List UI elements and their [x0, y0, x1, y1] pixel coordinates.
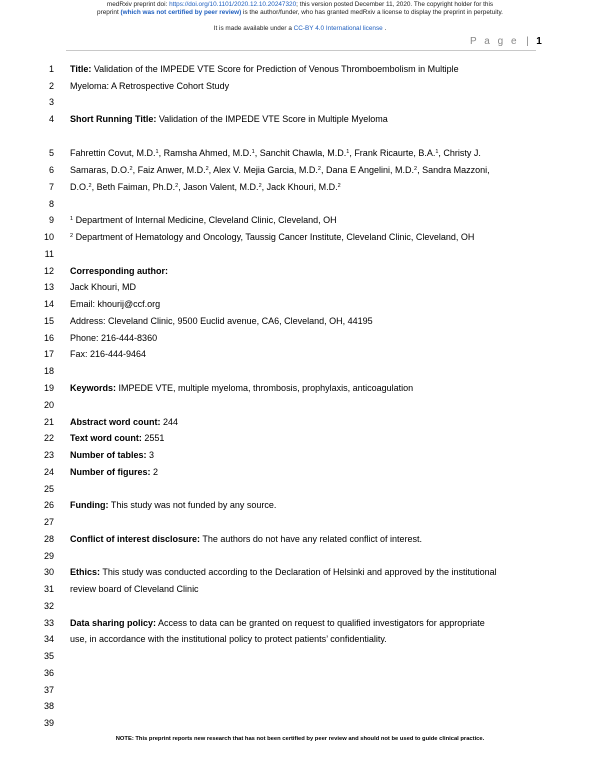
running-title-label: Short Running Title: — [70, 114, 157, 124]
authors-line-2: Samaras, D.O.$^2$, Faiz Anwer, M.D.$^2$, Alex V. Mejia Garcia, M.D.$^2$, Dana E Angelini, M.D.$^2$, Sandra Mazzoni, — [70, 165, 490, 175]
keywords-label: Keywords: — [70, 383, 117, 393]
line-number: 14 — [43, 299, 54, 309]
affiliation-1: $^1$ Department of Internal Medicine, Cleveland Clinic, Cleveland, OH — [70, 215, 337, 225]
line-number: 18 — [43, 366, 54, 376]
line-number: 22 — [43, 433, 54, 443]
line-number: 3 — [48, 97, 54, 107]
line-number: 38 — [43, 701, 54, 711]
line-number: 24 — [43, 467, 54, 477]
line-number: 39 — [43, 718, 54, 728]
data-sharing-line-1: Data sharing policy: Access to data can be granted on request to qualified investigators for appropriate — [70, 618, 485, 628]
line-number: 11 — [44, 249, 54, 259]
line-number: 21 — [43, 417, 54, 427]
line-number: 9 — [48, 215, 54, 225]
line-number: 19 — [43, 383, 54, 393]
line-number: 25 — [43, 484, 54, 494]
corresponding-author-name: Jack Khouri, MD — [70, 282, 137, 292]
line-number: 13 — [43, 282, 54, 292]
doi-link[interactable]: https://doi.org/10.1101/2020.12.10.20247320 — [169, 1, 297, 8]
line-number: 4 — [48, 114, 54, 124]
line-number: 15 — [43, 316, 54, 326]
line-number: 10 — [43, 232, 54, 242]
line-number: 33 — [43, 618, 54, 628]
corresponding-phone: Phone: 216-444-8360 — [70, 333, 158, 343]
line-number: 2 — [48, 81, 54, 91]
text-word-count: Text word count: 2551 — [70, 433, 165, 443]
conflict-disclosure: Conflict of interest disclosure: The authors do not have any related conflict of interest. — [70, 534, 422, 544]
line-number: 5 — [48, 148, 54, 158]
preprint-footer-note: NOTE: This preprint reports new research that has not been certified by peer review and should not be used to guide clinical practice. — [115, 736, 485, 742]
license-link[interactable]: CC-BY 4.0 International license — [293, 25, 383, 32]
title-line-1: Title: Validation of the IMPEDE VTE Score for Prediction of Venous Thromboembolism in Multiple — [70, 64, 459, 74]
line-number: 17 — [43, 349, 54, 359]
line-number: 37 — [43, 685, 54, 695]
preprint-banner-line-2: preprint (which was not certified by peer review) is the author/funder, who has granted medRxiv a license to display the preprint in perpetuity. — [97, 9, 503, 16]
peer-review-notice: (which was not certified by peer review) — [120, 9, 242, 16]
line-number: 12 — [43, 266, 54, 276]
line-number: 1 — [48, 64, 54, 74]
running-title: Short Running Title: Validation of the IMPEDE VTE Score in Multiple Myeloma — [70, 114, 388, 124]
line-number: 7 — [48, 182, 54, 192]
line-number: 32 — [43, 601, 54, 611]
ethics-line-2: review board of Cleveland Clinic — [70, 584, 199, 594]
corresponding-fax: Fax: 216-444-9464 — [70, 349, 147, 359]
page-number: 1 — [536, 36, 542, 47]
line-number: 8 — [48, 199, 54, 209]
data-sharing-line-2: use, in accordance with the institutional policy to protect patients’ confidentiality. — [70, 634, 387, 644]
number-of-figures: Number of figures: 2 — [70, 467, 159, 477]
corresponding-email[interactable]: Email: khourij@ccf.org — [70, 299, 161, 309]
line-number: 36 — [43, 668, 54, 678]
line-number: 6 — [48, 165, 54, 175]
license-banner: It is made available under a CC-BY 4.0 International license . — [213, 25, 387, 32]
corresponding-address: Address: Cleveland Clinic, 9500 Euclid avenue, CA6, Cleveland, OH, 44195 — [70, 316, 373, 326]
line-number: 31 — [43, 584, 54, 594]
line-number: 26 — [43, 500, 54, 510]
page-separator: | — [526, 36, 529, 47]
line-number: 16 — [43, 333, 54, 343]
number-of-tables: Number of tables: 3 — [70, 450, 155, 460]
header-divider — [66, 50, 536, 51]
page-header — [470, 36, 542, 47]
line-number: 30 — [43, 567, 54, 577]
authors-line-3: D.O.$^2$, Beth Faiman, Ph.D.$^2$, Jason Valent, M.D.$^2$, Jack Khouri, M.D.$^2$ — [70, 182, 341, 192]
funding-statement: Funding: This study was not funded by any source. — [70, 500, 277, 510]
ethics-line-1: Ethics: This study was conducted according to the Declaration of Helsinki and approved by the institutional — [70, 567, 497, 577]
line-number: 29 — [43, 551, 54, 561]
title-line-2: Myeloma: A Retrospective Cohort Study — [70, 81, 230, 91]
keywords: Keywords: IMPEDE VTE, multiple myeloma, thrombosis, prophylaxis, anticoagulation — [70, 383, 414, 393]
corresponding-author-label: Corresponding author: — [70, 266, 168, 276]
preprint-banner-line-1: medRxiv preprint doi: https://doi.org/10.1101/2020.12.10.20247320; this version posted December 11, 2020. The copyright holder for this — [106, 1, 494, 8]
line-number: 34 — [43, 634, 54, 644]
abstract-word-count: Abstract word count: 244 — [70, 417, 179, 427]
affiliation-2: $^2$ Department of Hematology and Oncology, Taussig Cancer Institute, Cleveland Clinic, Cleveland, OH — [70, 232, 475, 242]
line-number: 27 — [43, 517, 54, 527]
line-number: 35 — [43, 651, 54, 661]
line-number: 28 — [43, 534, 54, 544]
title-label: Title: — [70, 64, 92, 74]
authors-line-1: Fahrettin Covut, M.D.$^1$, Ramsha Ahmed, M.D.$^1$, Sanchit Chawla, M.D.$^1$, Frank Ricaurte, B.A.$^1$, Christy J. — [70, 148, 481, 158]
line-number: 23 — [43, 450, 54, 460]
line-number: 20 — [43, 400, 54, 410]
page-label: P a g e — [470, 36, 520, 47]
